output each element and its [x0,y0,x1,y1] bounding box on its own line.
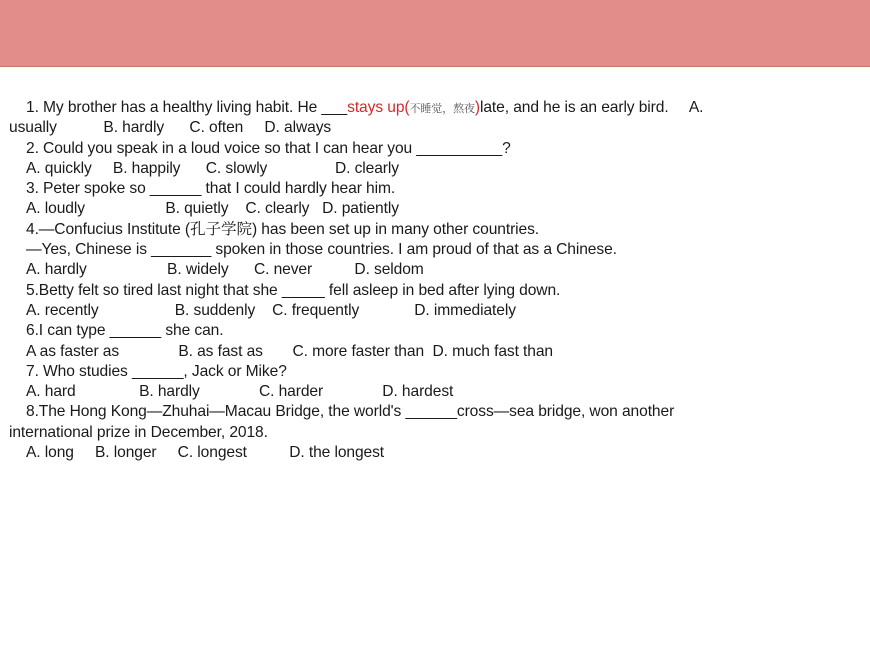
q1-text: 1. My brother has a healthy living habit. He ___ [26,99,348,116]
q6-options: A as faster as B. as fast as C. more faster than D. much fast than [26,342,554,360]
q1-highlight: stays up( [347,99,410,116]
question-7: 7. Who studies ______, Jack or Mike? [26,362,287,380]
question-2: 2. Could you speak in a loud voice so that I can hear you __________? [26,139,511,157]
q4-options: A. hardly B. widely C. never D. seldom [26,261,424,279]
q5-options: A. recently B. suddenly C. frequently D. immediately [26,301,516,319]
quiz-content [9,98,864,463]
q1-note: 不睡觉，熬夜 [409,103,475,115]
question-8: 8.The Hong Kong—Zhuhai—Macau Bridge, the world's ______cross—sea bridge, won another [26,403,675,421]
q1-rest: late, and he is an early bird. A. [480,99,704,116]
question-3: 3. Peter spoke so ______ that I could hardly hear him. [26,180,396,198]
question-4: 4.—Confucius Institute (孔子学院) has been set up in many other countries. [26,220,540,238]
q7-options: A. hard B. hardly C. harder D. hardest [26,383,454,401]
q1-close: ) [474,99,480,116]
question-6: 6.I can type ______ she can. [26,322,224,340]
q1-options: usually B. hardly C. often D. always [9,119,332,137]
question-1 [9,98,864,118]
q8-options: A. long B. longer C. longest D. the longest [26,444,385,462]
q2-options: A. quickly B. happily C. slowly D. clearly [26,159,399,177]
q3-options: A. loudly B. quietly C. clearly D. patiently [26,200,399,218]
question-8-cont: international prize in December, 2018. [9,423,268,441]
header-banner [0,0,870,67]
question-5: 5.Betty felt so tired last night that she _____ fell asleep in bed after lying down. [26,281,561,299]
question-4-reply: —Yes, Chinese is _______ spoken in those countries. I am proud of that as a Chinese. [26,241,617,259]
